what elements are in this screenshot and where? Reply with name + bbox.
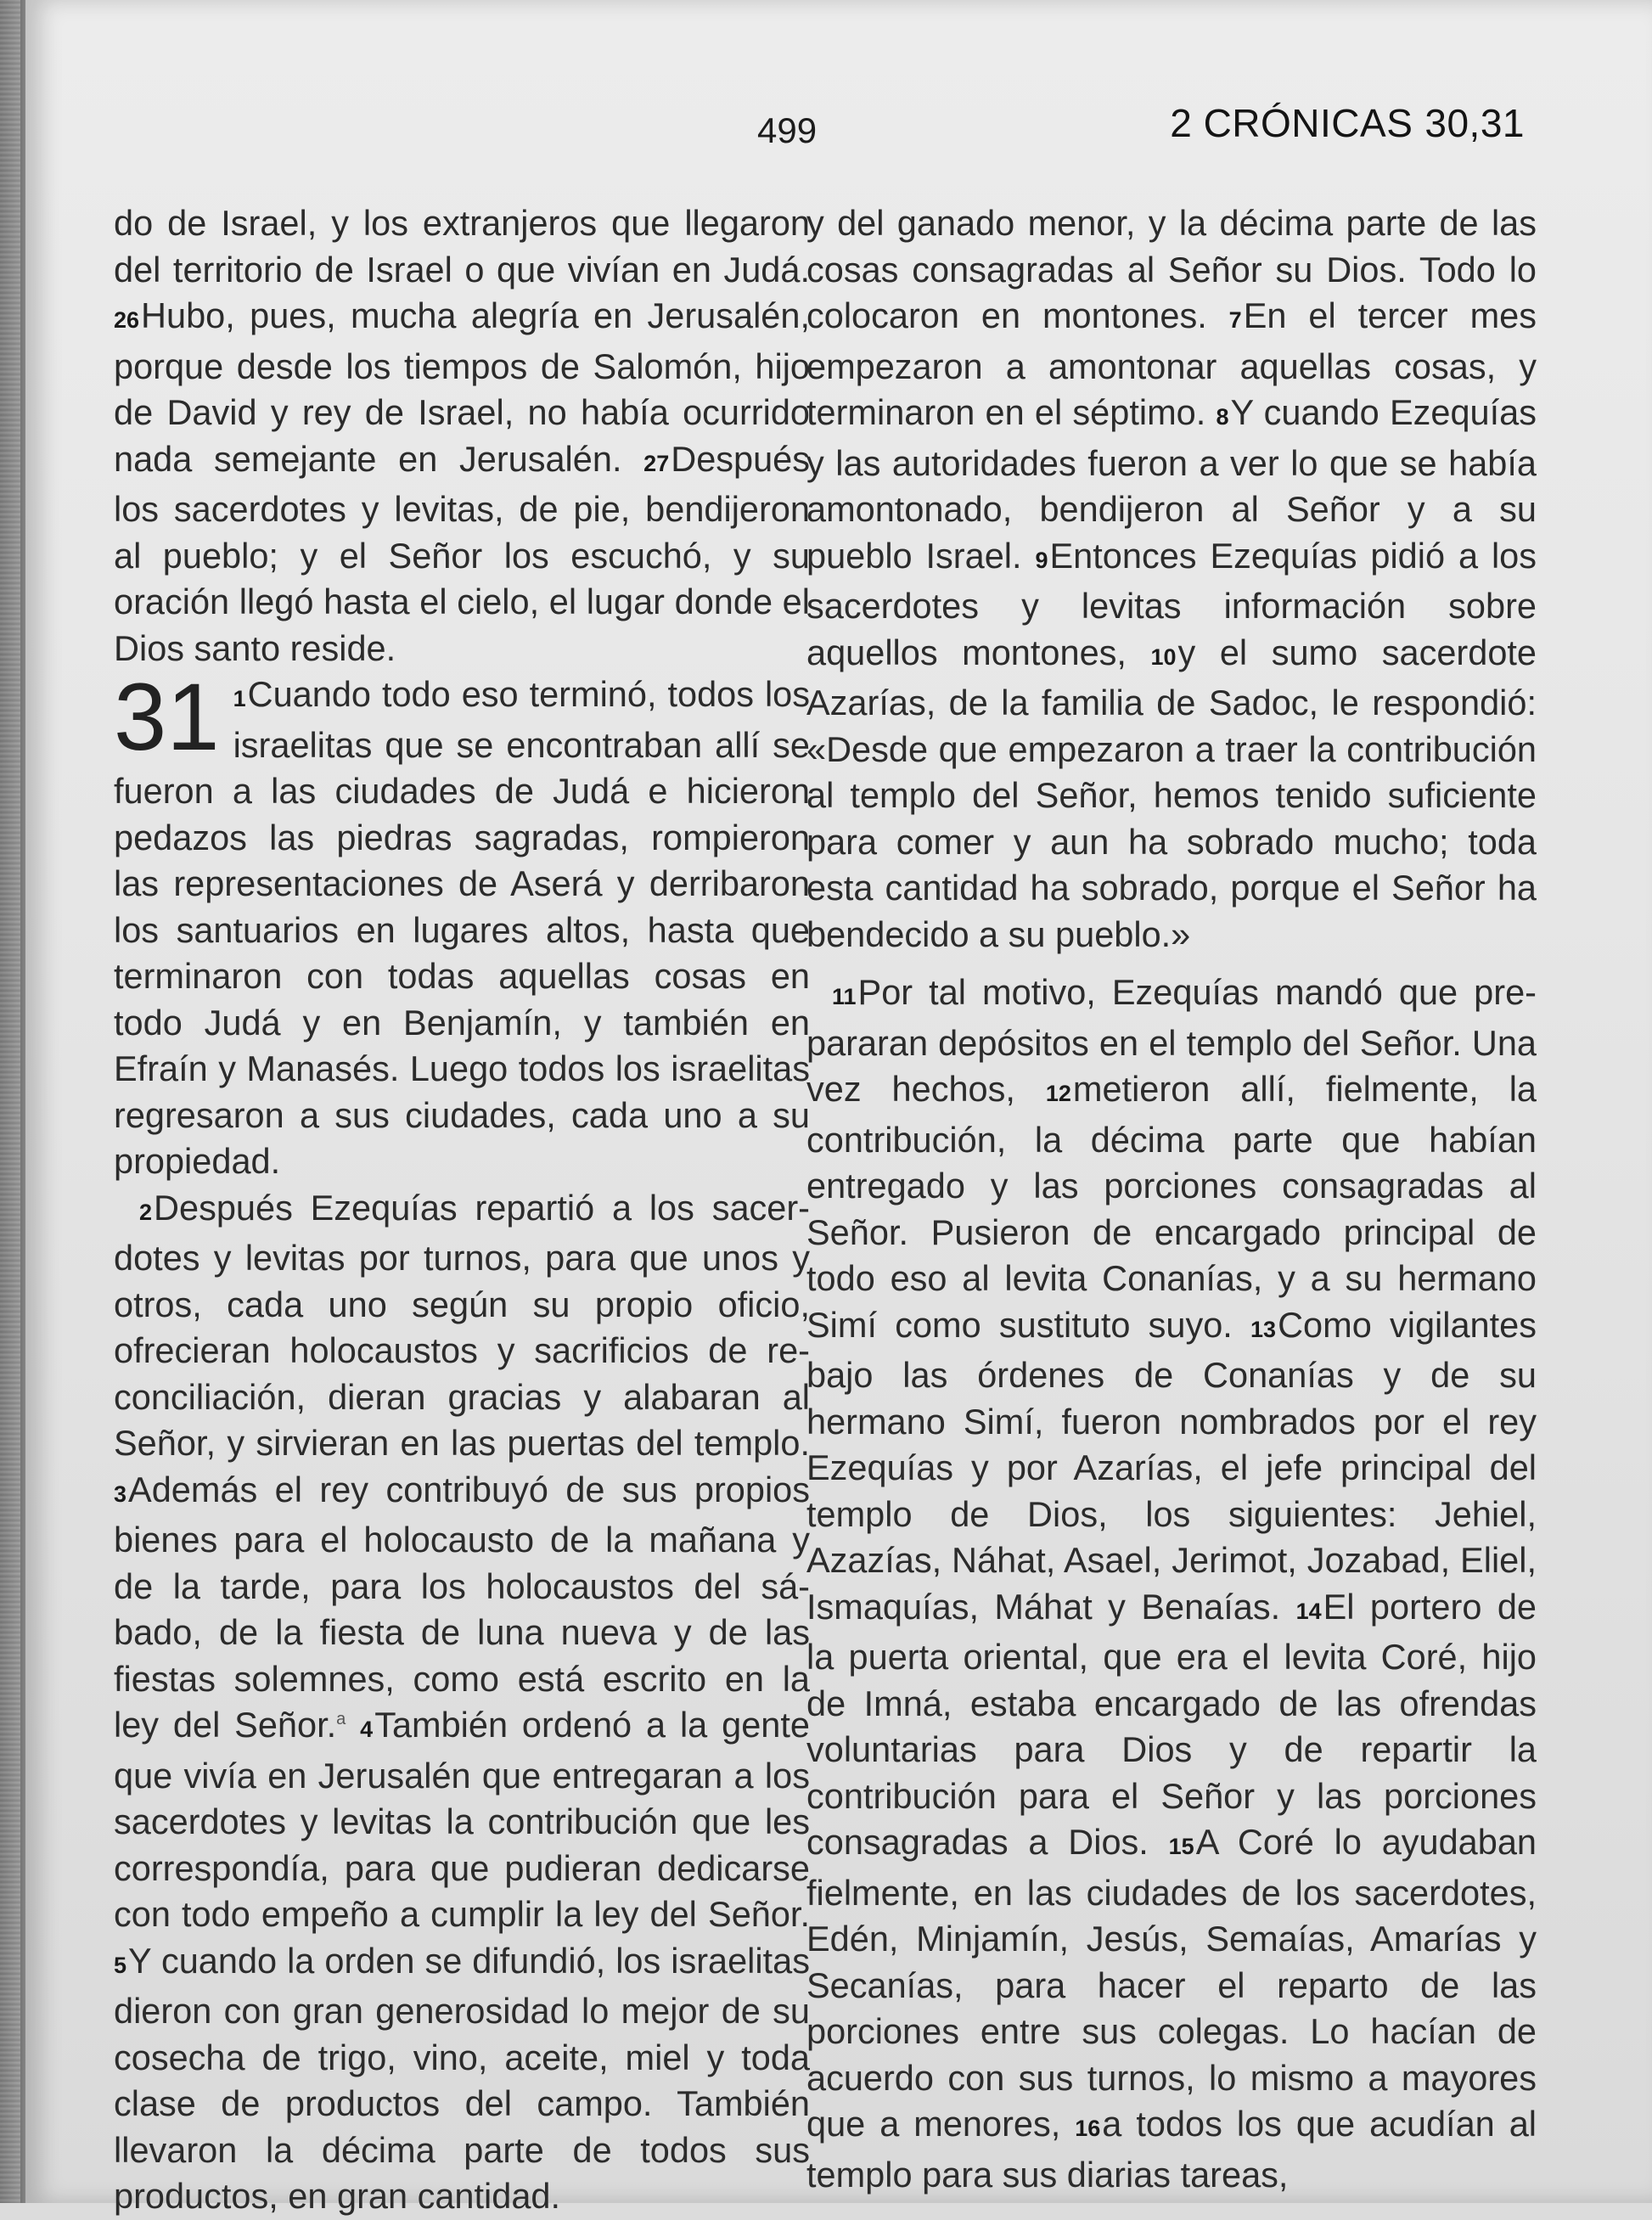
previous-page-edge [0, 0, 20, 2203]
verse-number: 7 [1228, 307, 1242, 333]
verse-text: y el sumo sacerdote Azarías, de la familia de Sadoc, le respondió: «Desde que empezaron a traer la contribución al templo del Señor, hemos tenido suficiente para comer y aun ha sobrado mucho; toda esta cantidad ha sobrado, porque el Señor ha bendecido a su pueblo.» [806, 632, 1537, 954]
book-page [25, 0, 1652, 2216]
footnote-marker[interactable]: a [336, 1710, 346, 1729]
verse-text: Y cuando Ezequías y las autoridades fueron a ver lo que se había amontonado, bendijeron al Señor y a su pueblo Israel. [806, 392, 1537, 576]
paragraph [114, 200, 810, 672]
verse-number: 4 [360, 1717, 374, 1742]
verse-text: Y cuando la orden se difundió, los israelitas dieron con gran generosidad lo mejor de su cosecha de trigo, vino, aceite, miel y toda clase de productos del campo. También llevaron la décima parte de todos sus productos, en gran cantidad. [114, 1940, 810, 2216]
verse-text: Entonces Ezequías pidió a los sacerdotes y levitas información sobre aquellos montones, [806, 535, 1537, 672]
verse-number: 27 [643, 450, 670, 476]
chapter-number: 31 [114, 664, 220, 770]
verse-text: En el tercer mes empezaron a amontonar aquellas cosas, y terminaron en el séptimo. [806, 295, 1537, 432]
verse-text: a todos los que acudían al templo para sus diarias tareas, [806, 2104, 1537, 2195]
verse-number: 11 [832, 984, 857, 1009]
verse-number: 8 [1216, 404, 1229, 430]
verse-text: También ordenó a la gente que vivía en Jerusalén que entregaran a los sacerdotes y levitas la contribución que les correspondía, para que pudieran dedicarse con todo empeño a cumplir la ley del Señor. [114, 1705, 810, 1934]
verse-number: 1 [233, 686, 246, 711]
verse-number: 5 [114, 1952, 127, 1978]
verse-text: Hubo, pues, mucha alegría en Jerusalén, porque desde los tiempos de Salomón, hijo de David y rey de Israel, no había ocurrido nada semejante en Jerusalén. [114, 295, 810, 479]
verse-text: A Coré lo ayudaban fielmente, en las ciudades de los sacerdotes, Edén, Minjamín, Jesús, Semaías, Amarías y Secanías, para hacer el reparto de las porciones entre sus colegas. Lo hacían de acuerdo con sus turnos, lo mismo a mayores que a menores, [806, 1822, 1537, 2144]
verse-text: Después los sacerdotes y levitas, de pie, bendijeron al pueblo; y el Señor los escuchó, y su oración llegó hasta el cielo, el lugar donde el Dios santo reside. [114, 438, 811, 668]
verse-text: Como vigilantes bajo las órdenes de Conanías y de su hermano Simí, fueron nombrados por el rey Ezequías y por Azarías, el jefe principal del templo de Dios, los siguientes: Jehiel, Azazías, Náhat, Asael, Jerimot, Jozabad, Eliel, Ismaquías, Máhat y Benaías. [806, 1304, 1537, 1627]
verse-number: 26 [114, 307, 140, 333]
verse-text: Por tal motivo, Ezequías mandó que prepararan depósitos en el templo del Señor. Una vez hechos, [806, 972, 1537, 1109]
verse-number: 9 [1035, 547, 1048, 573]
paragraph [806, 969, 1537, 2198]
book-title: 2 CRÓNICAS [1170, 101, 1413, 145]
verse-number: 16 [1075, 2116, 1101, 2141]
page-number: 499 [757, 110, 818, 150]
verse-number: 2 [139, 1199, 153, 1225]
verse-text: Cuando todo eso terminó, todos los israelitas que se encontraban allí se fueron a las ciudades de Judá e hicieron pedazos las piedras sagradas, rompieron las representaciones de Aserá y derribaron los santuarios en lugares altos, hasta que terminaron con todas aquellas cosas en todo Judá y en Benjamín, y también en Efraín y Manasés. Luego todos los israelitas regresaron a sus ciudades, cada uno a su propiedad. [114, 674, 810, 1181]
verse-text: Además el rey contribuyó de sus propios bienes para el holocausto de la mañana y de la tarde, para los holocaustos del sábado, de la fiesta de luna nueva y de las fiestas solemnes, como está escrito en la ley del Señor. [114, 1469, 810, 1745]
running-head [1170, 100, 1525, 146]
verse-text: metieron allí, fielmente, la contribución, la décima parte que habían entregado y las porciones consagradas al Señor. Pusieron de encargado principal de todo eso al levita Conanías, y a su hermano Simí como sustituto suyo. [806, 1069, 1537, 1345]
chapter-start [114, 664, 810, 1185]
paragraph [114, 1185, 810, 2220]
verse-number: 15 [1168, 1834, 1194, 1859]
verse-number: 13 [1250, 1316, 1277, 1342]
paragraph [806, 200, 1537, 958]
verse-number: 3 [114, 1481, 127, 1507]
verse-number: 10 [1150, 644, 1177, 670]
verse-text: Después Ezequías repartió a los sacerdotes y levitas por turnos, para que unos y otros, cada uno según su propio oficio, ofrecieran holocaustos y sacrificios de reconciliación, dieran gracias y alabaran al Señor, y sirvieran en las puertas del templo. [114, 1187, 810, 1463]
chapter-reference: 30,31 [1424, 101, 1525, 145]
paragraph-gap [806, 958, 1537, 969]
page-header [25, 100, 1652, 160]
right-column [806, 200, 1537, 2198]
left-column [114, 200, 810, 2220]
verse-number: 14 [1295, 1598, 1322, 1624]
verse-text: y del ganado menor, y la décima parte de las cosas consagradas al Señor su Dios. Todo lo colocaron en montones. [806, 203, 1537, 335]
verse-text: El portero de la puerta oriental, que era el levita Coré, hijo de Imná, estaba encargado de las ofrendas voluntarias para Dios y de repartir la contribución para el Señor y las porciones consagradas a Dios. [806, 1586, 1537, 1862]
verse-number: 12 [1045, 1081, 1071, 1106]
verse-text: do de Israel, y los extranjeros que llegaron del territorio de Israel o que vivían en Judá. [114, 203, 810, 289]
